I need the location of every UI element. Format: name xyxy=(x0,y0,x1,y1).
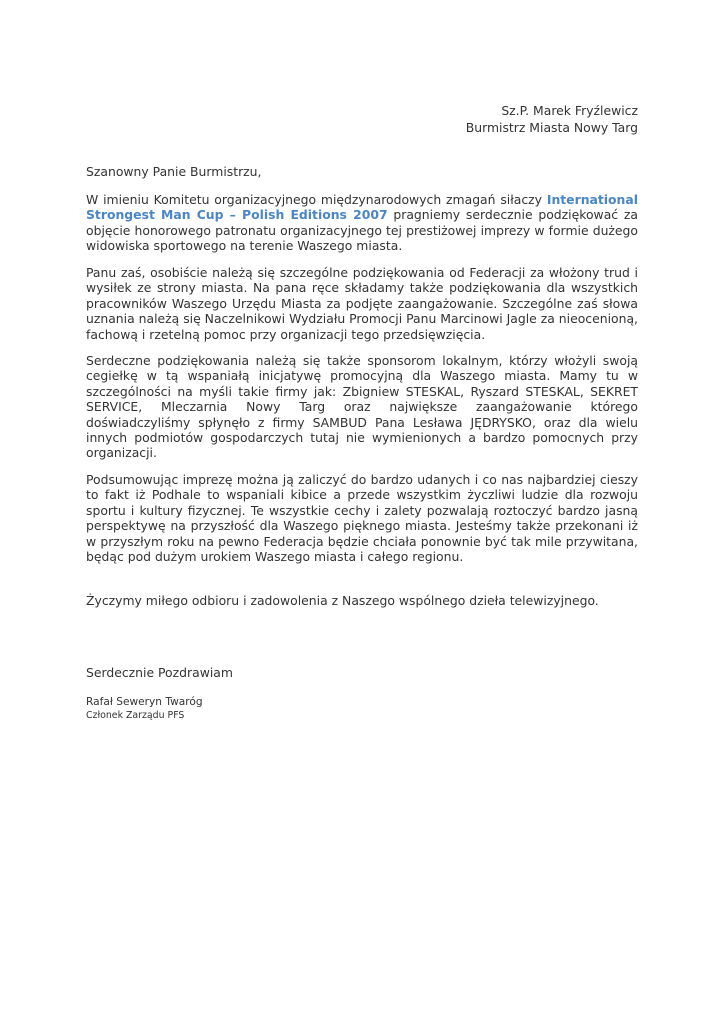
paragraph-4: Podsumowując imprezę można ją zaliczyć do bardzo udanych i co nas najbardziej cieszy to fakt iż Podhale to wspaniali kibice a przede wszystkim życzliwi ludzie dla rozwoju sportu i kultury fizycznej. Te wszystkie cechy i zalety pozwalają roztoczyć bardzo jasną perspektywę na przyszłość dla Waszego pięknego miasta. Jesteśmy także przekonani iż w przyszłym roku na pewno Federacja będzie chciała ponownie być tak mile przywitana, będąc pod dużym urokiem Waszego miasta i całego regionu. xyxy=(86,472,638,565)
event-name-highlight: International Strongest Man Cup – Polish Editions 2007 xyxy=(86,192,638,223)
recipient-title: Burmistrz Miasta Nowy Targ xyxy=(465,120,638,135)
paragraph-1-rest: pragniemy serdecznie podziękować za objęcie honorowego patronatu organizacyjnego tej prestiżowej imprezy w formie dużego widowiska sportowego na terenie Waszego miasta. xyxy=(86,207,638,254)
recipient-block xyxy=(466,102,638,136)
signature-name: Rafał Seweryn Twaróg xyxy=(86,696,203,708)
paragraph-3: Serdeczne podziękowania należą się także sponsorom lokalnym, którzy włożyli swoją cegiełkę w tą wspaniałą inicjatywę promocyjną dla Waszego miasta. Mamy tu w szczególności na myśli takie firmy jak: Zbigniew STESKAL, Ryszard STESKAL, SEKRET SERVICE, Mleczarnia Nowy Targ oraz największe zaangażowanie którego doświadczyliśmy spłynęło z firmy SAMBUD Pana Lesława JĘDRYSKO, oraz dla wielu innych podmiotów gospodarczych tutaj nie wymienionych a bardzo pomocnych przy organizacji. xyxy=(86,353,638,461)
paragraph-1 xyxy=(86,192,638,254)
paragraph-2: Panu zaś, osobiście należą się szczególne podziękowania od Federacji za włożony trud i wysiłek ze strony miasta. Na pana ręce składamy także podziękowania dla wszystkich pracowników Waszego Urzędu Miasta za podjęte zaangażowanie. Szczególne zaś słowa uznania należą się Naczelnikowi Wydziału Promocji Panu Marcinowi Jagle za nieocenioną, fachową i rzetelną pomoc przy organizacji tego przedsięwzięcia. xyxy=(86,265,638,342)
signature-block xyxy=(86,695,203,723)
closing-line: Serdecznie Pozdrawiam xyxy=(86,665,233,680)
paragraph-1-intro: W imieniu Komitetu organizacyjnego międzynarodowych zmagań siłaczy xyxy=(86,192,547,207)
recipient-name: Sz.P. Marek Fryźlewicz xyxy=(501,103,638,118)
wishes-line: Życzymy miłego odbioru i zadowolenia z Naszego wspólnego dzieła telewizyjnego. xyxy=(86,593,599,608)
signature-role: Członek Zarządu PFS xyxy=(86,710,185,721)
salutation: Szanowny Panie Burmistrzu, xyxy=(86,164,262,179)
